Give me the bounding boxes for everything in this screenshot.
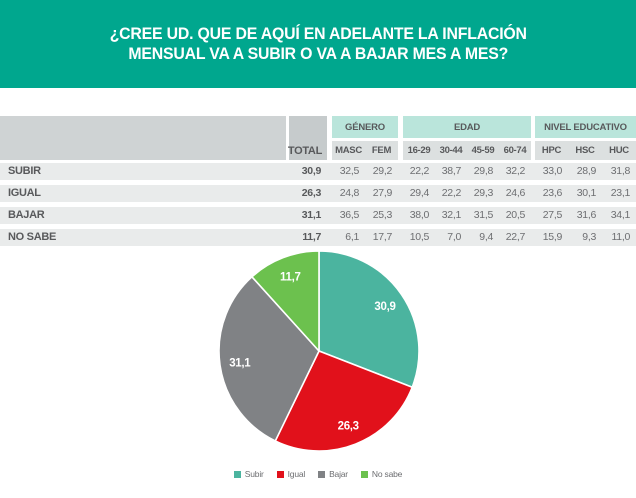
cell-total: 31,1: [301, 209, 321, 221]
cell-hpc: 23,6: [542, 187, 562, 199]
cell-hpc: 15,9: [542, 231, 562, 243]
results-table-header: [0, 116, 636, 160]
cell-total: 26,3: [301, 187, 321, 199]
cell-hsc: 30,1: [576, 187, 596, 199]
column-header-masc: MASC: [332, 141, 365, 160]
cell-45-59: 9,4: [479, 231, 493, 243]
question-title: [109, 24, 526, 64]
row-label: IGUAL: [8, 187, 41, 199]
column-header-60-74: 60-74: [499, 141, 531, 160]
cell-30-44: 22,2: [441, 187, 461, 199]
cell-huc: 23,1: [610, 187, 630, 199]
cell-60-74: 22,7: [505, 231, 525, 243]
results-table-body: [0, 163, 636, 251]
cell-16-29: 38,0: [409, 209, 429, 221]
column-header-16-29: 16-29: [403, 141, 435, 160]
group-header-nivel-educativo: NIVEL EDUCATIVO: [535, 116, 636, 138]
legend-swatch-igual: [277, 471, 284, 478]
cell-60-74: 24,6: [505, 187, 525, 199]
pie-value-label: 11,7: [280, 271, 301, 284]
pie-value-label: 26,3: [337, 420, 359, 433]
cell-fem: 25,3: [372, 209, 392, 221]
pie-legend: [0, 469, 636, 479]
cell-hsc: 28,9: [576, 165, 596, 177]
cell-hsc: 9,3: [582, 231, 596, 243]
cell-hpc: 33,0: [542, 165, 562, 177]
cell-16-29: 22,2: [409, 165, 429, 177]
cell-60-74: 32,2: [505, 165, 525, 177]
cell-fem: 27,9: [372, 187, 392, 199]
pie-chart-container: [207, 239, 431, 463]
pie-value-label: 31,1: [229, 357, 251, 370]
cell-30-44: 7,0: [447, 231, 461, 243]
table-row-subir: [0, 163, 636, 180]
legend-label-no-sabe: No sabe: [371, 469, 403, 479]
cell-masc: 32,5: [339, 165, 359, 177]
legend-label-subir: Subir: [244, 469, 264, 479]
cell-hpc: 27,5: [542, 209, 562, 221]
cell-45-59: 29,3: [473, 187, 493, 199]
question-line-2: MENSUAL VA A SUBIR O VA A BAJAR MES A MES?: [128, 45, 508, 63]
total-column-header: TOTAL: [289, 116, 327, 160]
cell-hsc: 31,6: [576, 209, 596, 221]
group-header-edad: EDAD: [403, 116, 531, 138]
cell-masc: 6,1: [345, 231, 359, 243]
row-label: SUBIR: [8, 165, 41, 177]
cell-huc: 31,8: [610, 165, 630, 177]
row-label: NO SABE: [8, 231, 57, 243]
cell-fem: 17,7: [372, 231, 392, 243]
pie-value-label: 30,9: [374, 300, 396, 313]
legend-swatch-bajar: [318, 471, 325, 478]
row-label: BAJAR: [8, 209, 45, 221]
table-row-bajar: [0, 207, 636, 224]
cell-45-59: 31,5: [473, 209, 493, 221]
cell-60-74: 20,5: [505, 209, 525, 221]
question-banner: [0, 0, 636, 88]
column-header-30-44: 30-44: [435, 141, 467, 160]
cell-huc: 11,0: [611, 231, 630, 243]
cell-masc: 36,5: [339, 209, 359, 221]
legend-item-subir: [234, 469, 264, 479]
cell-30-44: 38,7: [441, 165, 461, 177]
legend-item-no-sabe: [361, 469, 402, 479]
cell-total: 30,9: [301, 165, 321, 177]
cell-30-44: 32,1: [441, 209, 461, 221]
cell-masc: 24,8: [339, 187, 359, 199]
column-header-hpc: HPC: [535, 141, 568, 160]
cell-16-29: 29,4: [409, 187, 429, 199]
cell-45-59: 29,8: [473, 165, 493, 177]
cell-fem: 29,2: [372, 165, 392, 177]
cell-huc: 34,1: [610, 209, 630, 221]
column-header-fem: FEM: [365, 141, 398, 160]
legend-label-bajar: Bajar: [329, 469, 348, 479]
table-row-igual: [0, 185, 636, 202]
legend-label-igual: Igual: [287, 469, 306, 479]
row-label-header-block: [0, 116, 286, 160]
legend-item-bajar: [318, 469, 348, 479]
question-line-1: ¿CREE UD. QUE DE AQUÍ EN ADELANTE LA INFLACIÓN: [109, 25, 527, 43]
group-header-genero: GÉNERO: [332, 116, 398, 138]
legend-swatch-subir: [234, 471, 241, 478]
pie-chart: [207, 239, 431, 463]
legend-item-igual: [277, 469, 305, 479]
cell-total: 11,7: [302, 231, 321, 243]
legend-swatch-no-sabe: [361, 471, 368, 478]
column-header-huc: HUC: [602, 141, 636, 160]
cell-16-29: 10,5: [409, 231, 429, 243]
column-header-45-59: 45-59: [467, 141, 499, 160]
column-header-hsc: HSC: [568, 141, 602, 160]
